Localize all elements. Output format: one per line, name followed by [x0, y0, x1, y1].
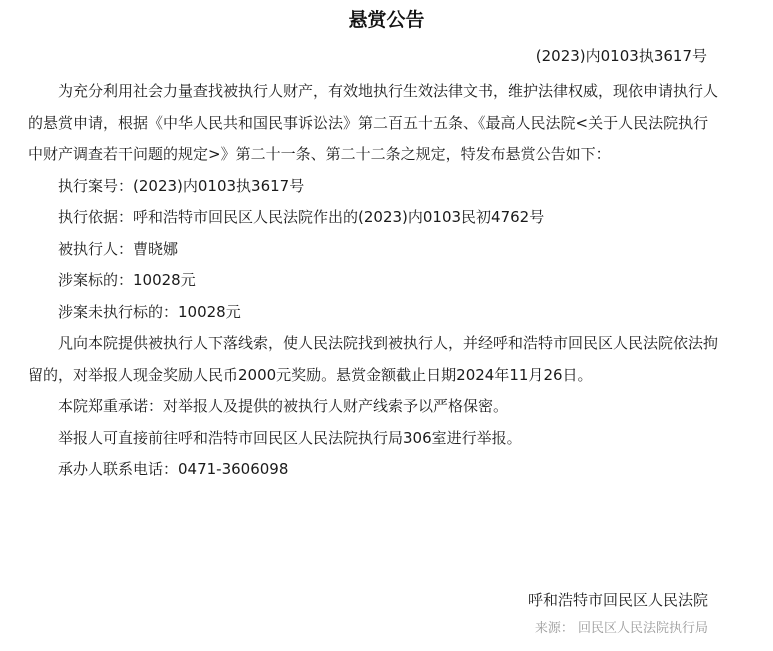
case-number-line: 执行案号：(2023)内0103执3617号: [58, 176, 305, 195]
debtor-line: 被执行人：曹晓娜: [58, 239, 179, 258]
page-title: 悬赏公告: [348, 9, 425, 31]
intro-paragraph: 为充分利用社会力量查找被执行人财产，有效地执行生效法律文书，维护法律权威，现依申请执行人的悬赏申请，根据《中华人民共和国民事诉讼法》第二百五十五条、《最高人民法院<关于人民法院执行中财产调查若干问题的规定>》第二十一条、第二十二条之规定，特发布悬赏公告如下：: [28, 82, 719, 163]
case-number-header: (2023)内0103执3617号: [535, 47, 707, 65]
reward-paragraph: 凡向本院提供被执行人下落线索，使人民法院找到被执行人，并经呼和浩特市回民区人民法院依法拘留的，对举报人现金奖励人民币2000元奖励。悬赏金额截止日期2024年11月26日。: [28, 334, 719, 384]
source-line: 来源： 回民区人民法院执行局: [534, 621, 708, 636]
unexecuted-amount-line: 涉案未执行标的：10028元: [58, 302, 241, 321]
report-location-paragraph: 举报人可直接前往呼和浩特市回民区人民法院执行局306室进行举报。: [58, 428, 522, 447]
notice-body: [28, 76, 718, 486]
contact-line: 承办人联系电话：0471-3606098: [58, 460, 289, 478]
amount-line: 涉案标的：10028元: [58, 271, 196, 289]
execution-basis-line: 执行依据：呼和浩特市回民区人民法院作出的(2023)内0103民初4762号: [58, 208, 545, 226]
confidentiality-paragraph: 本院郑重承诺：对举报人及提供的被执行人财产线索予以严格保密。: [58, 397, 509, 415]
court-signature: 呼和浩特市回民区人民法院: [527, 591, 708, 609]
